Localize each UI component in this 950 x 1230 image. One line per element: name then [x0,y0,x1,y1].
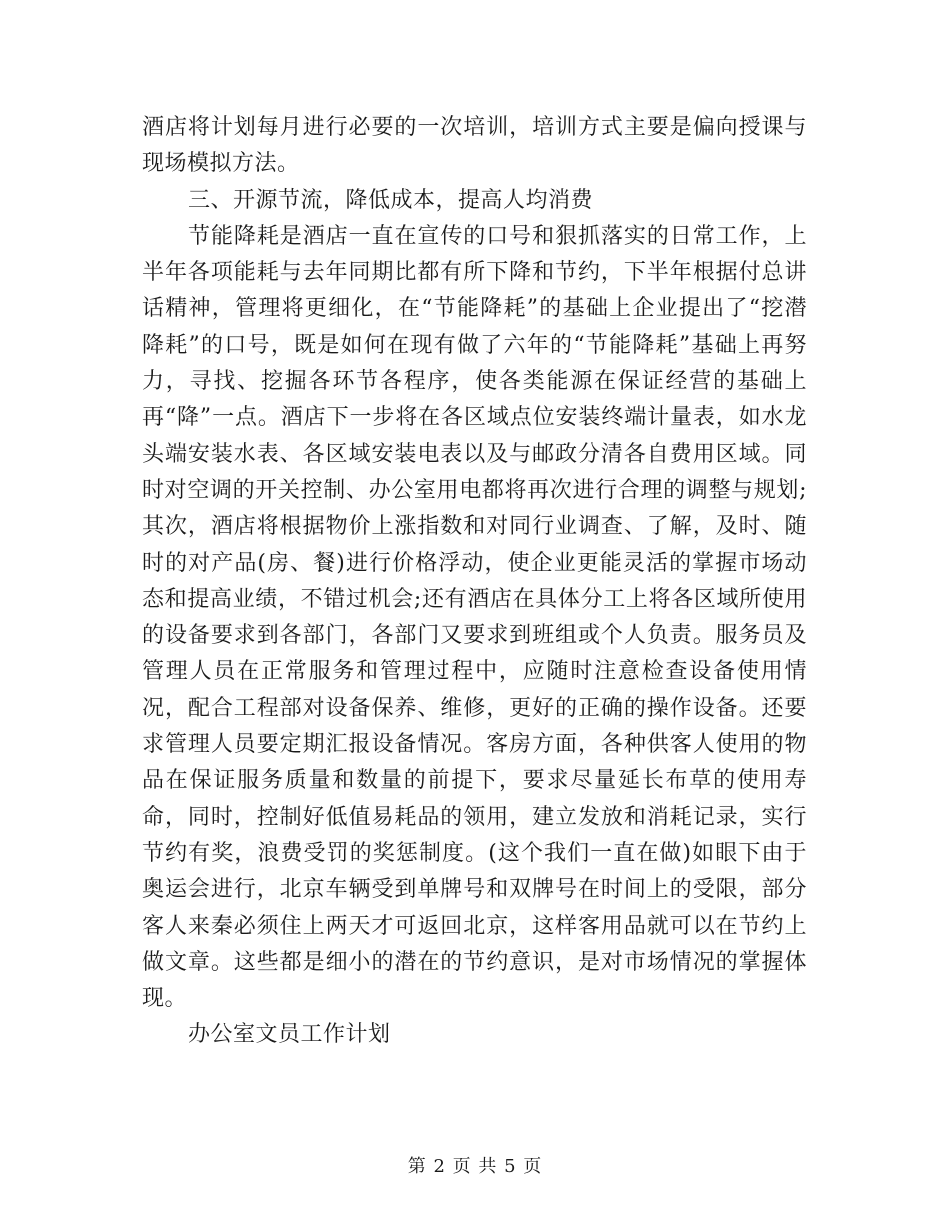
paragraph-training: 酒店将计划每月进行必要的一次培训，培训方式主要是偏向授课与现场模拟方法。 [142,115,807,177]
paragraph-energy-saving: 节能降耗是酒店一直在宣传的口号和狠抓落实的日常工作，上半年各项能耗与去年同期比都有所下降和节约，下半年根据付总讲话精神，管理将更细化，在“节能降耗”的基础上企业提出了“挖潜降耗”的口号，既是如何在现有做了六年的“节能降耗”基础上再努力，寻找、挖掘各环节各程序，使各类能源在保证经营的基础上再“降”一点。酒店下一步将在各区域点位安装终端计量表，如水龙头端安装水表、各区域安装电表以及与邮政分清各自费用区域。同时对空调的开关控制、办公室用电都将再次进行合理的调整与规划;其次，酒店将根据物价上涨指数和对同行业调查、了解，及时、随时的对产品(房、餐)进行价格浮动，使企业更能灵活的掌握市场动态和提高业绩，不错过机会;还有酒店在具体分工上将各区域所使用的设备要求到各部门，各部门又要求到班组或个人负责。服务员及管理人员在正常服务和管理过程中，应随时注意检查设备使用情况，配合工程部对设备保养、维修，更好的正确的操作设备。还要求管理人员要定期汇报设备情况。客房方面，各种供客人使用的物品在保证服务质量和数量的前提下，要求尽量延长布草的使用寿命，同时，控制好低值易耗品的领用，建立发放和消耗记录，实行节约有奖，浪费受罚的奖惩制度。(这个我们一直在做)如眼下由于奥运会进行，北京车辆受到单牌号和双牌号在时间上的受限，部分客人来秦必须住上两天才可返回北京，这样客用品就可以在节约上做文章。这些都是细小的潜在的节约意识，是对市场情况的掌握体现。 [142,223,807,1012]
document-body [142,110,807,1054]
page-footer: 第 2 页 共 5 页 [407,1156,543,1177]
section-heading: 三、开源节流，降低成本，提高人均消费 [188,187,594,213]
paragraph-office-plan-title: 办公室文员工作计划 [188,1022,391,1048]
